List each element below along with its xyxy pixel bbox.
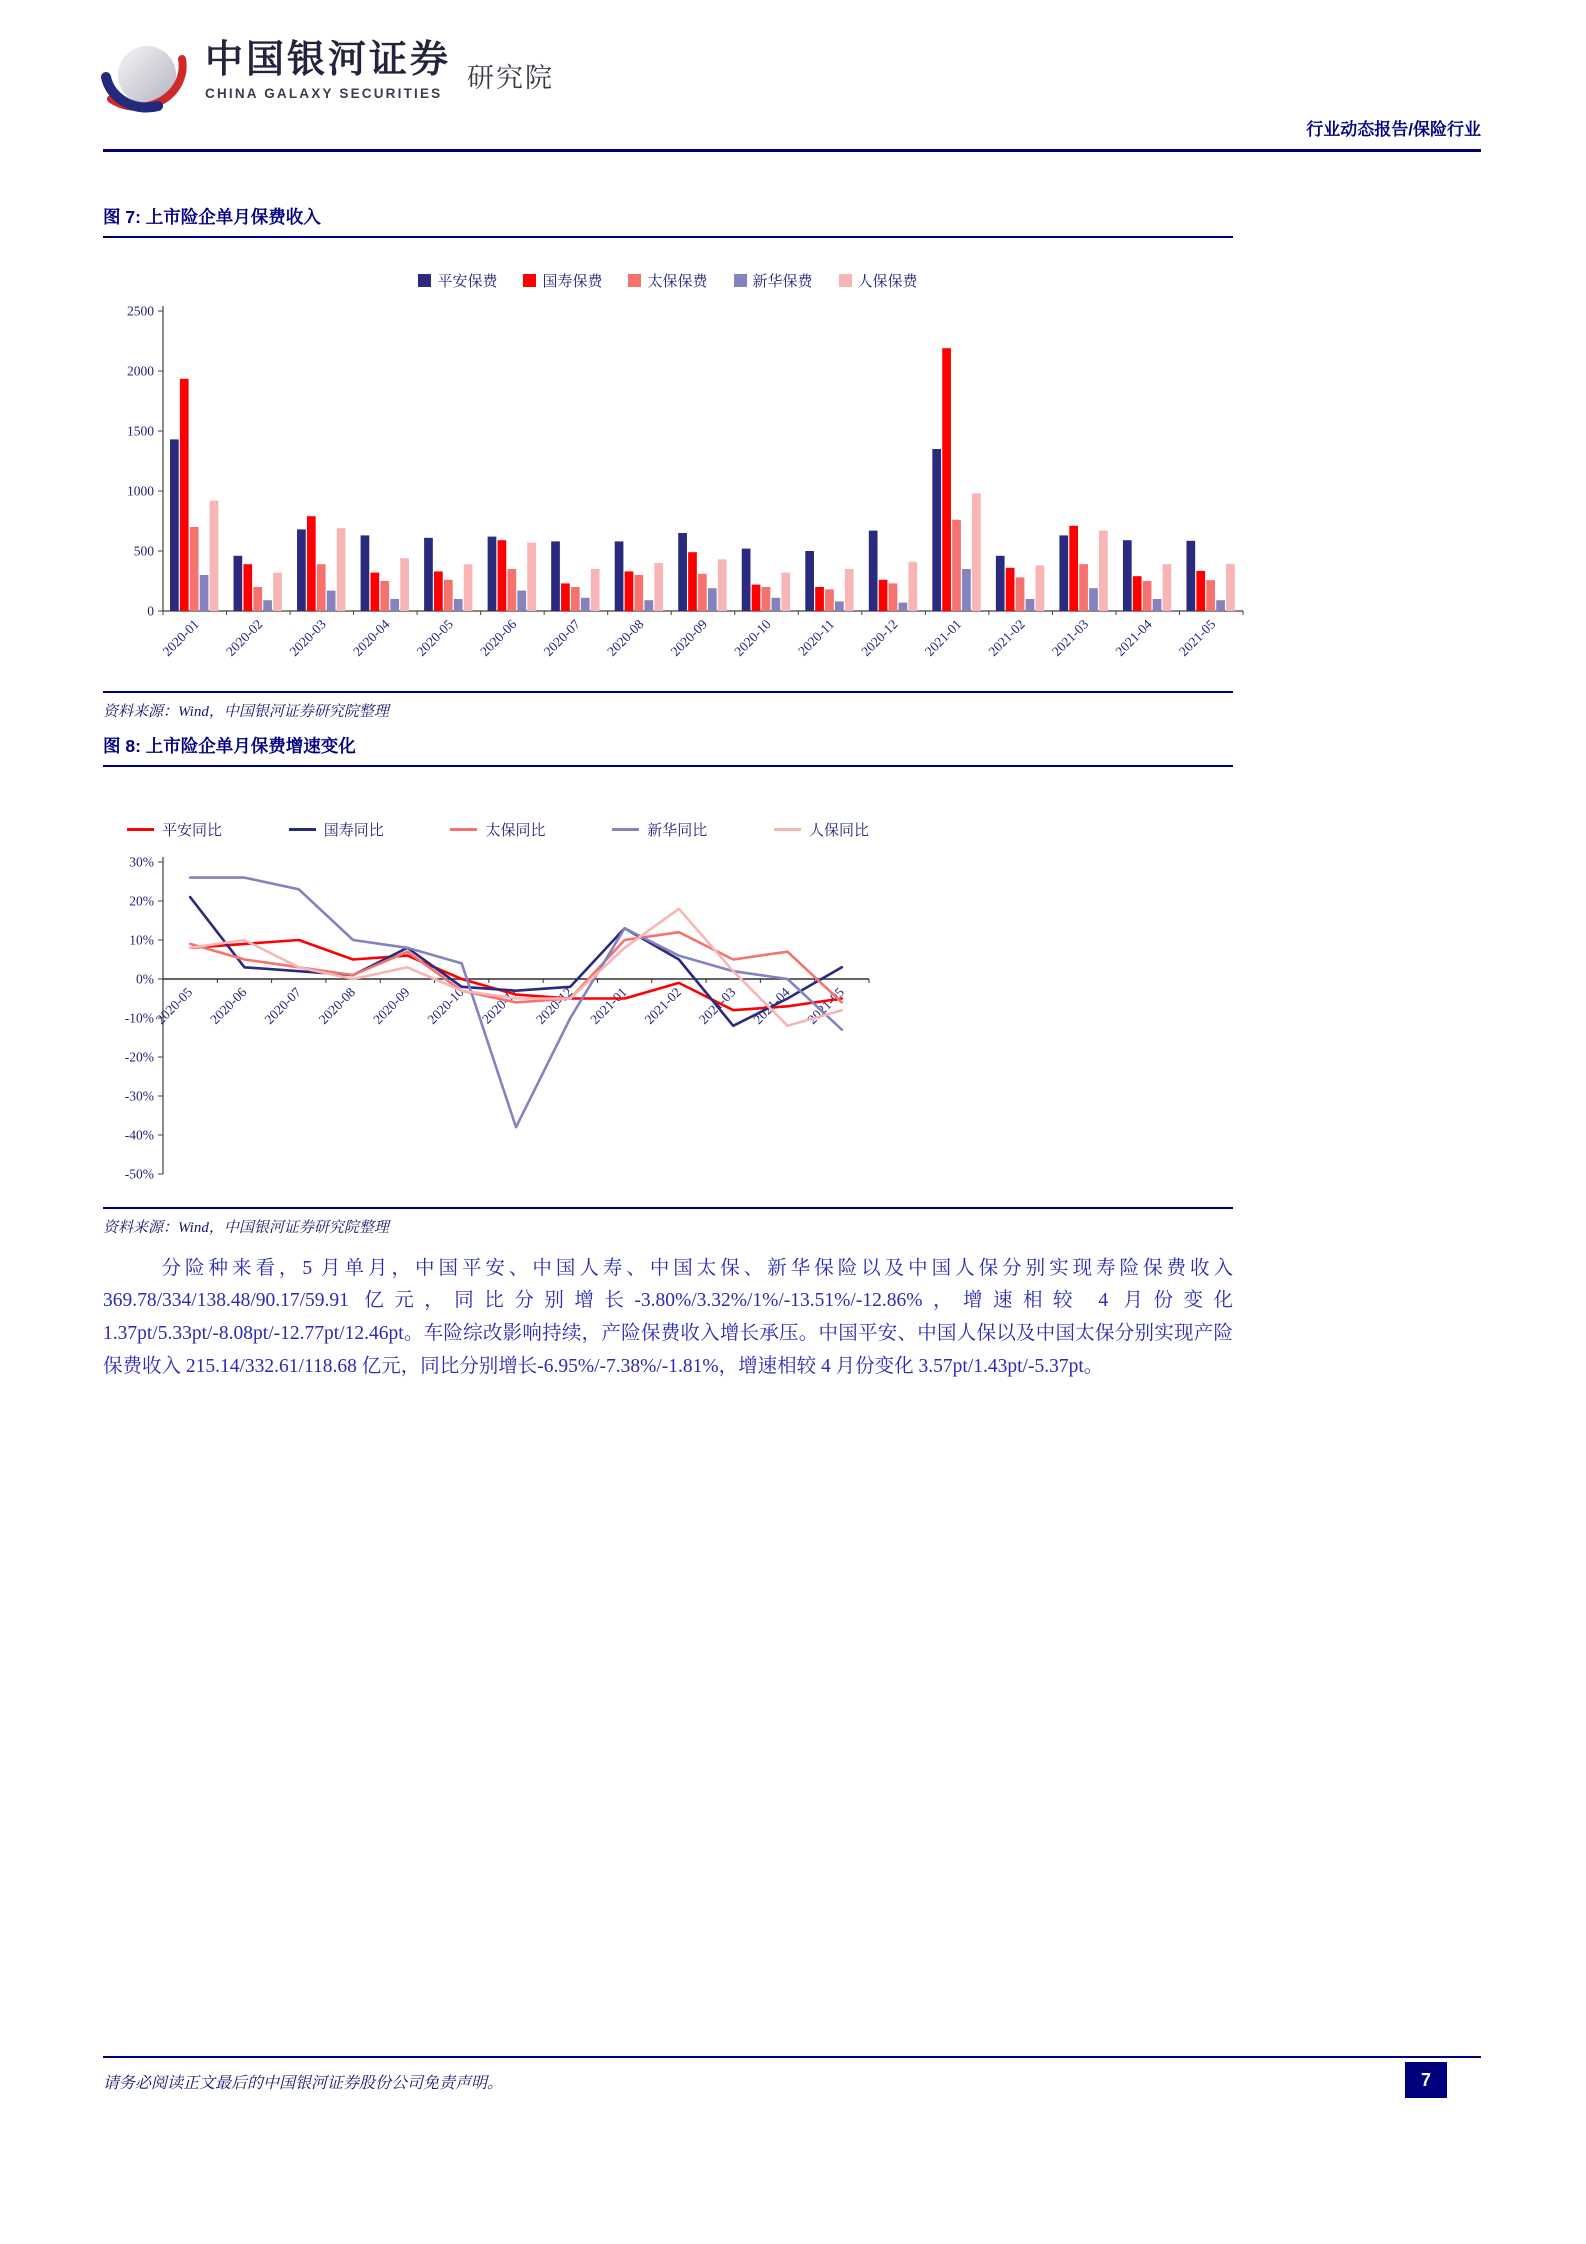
legend-square-icon: [628, 274, 641, 287]
svg-text:2021-01: 2021-01: [921, 616, 965, 660]
svg-text:2020-06: 2020-06: [477, 616, 520, 660]
svg-text:2020-10: 2020-10: [424, 984, 467, 1027]
legend-item: [450, 819, 545, 840]
svg-text:-20%: -20%: [124, 1049, 154, 1065]
legend-item: [523, 270, 602, 291]
legend-label: 新华同比: [647, 823, 708, 839]
svg-text:-30%: -30%: [124, 1088, 154, 1104]
figure8: [103, 735, 1233, 1237]
svg-text:2020-07: 2020-07: [261, 984, 304, 1027]
legend-label: 太保保费: [647, 274, 708, 291]
legend-item: [734, 270, 813, 291]
svg-text:2021-03: 2021-03: [695, 984, 739, 1027]
legend-item: [127, 819, 222, 840]
figure8-chart: [103, 846, 1233, 1203]
figure8-source: 资料来源：Wind，中国银河证券研究院整理: [103, 1219, 389, 1236]
legend-label: 太保同比: [485, 823, 546, 839]
svg-text:2020-09: 2020-09: [667, 616, 711, 660]
figure7-source-rule: [103, 691, 1233, 693]
svg-text:30%: 30%: [129, 854, 154, 870]
galaxy-logo-icon: [95, 30, 195, 130]
figure8-legend: [127, 819, 869, 840]
svg-text:2021-04: 2021-04: [750, 984, 793, 1027]
figure7-title-rule: [103, 236, 1233, 239]
svg-text:2020-07: 2020-07: [540, 616, 584, 660]
legend-label: 人保同比: [808, 823, 869, 839]
svg-text:-10%: -10%: [124, 1010, 154, 1026]
svg-text:2021-02: 2021-02: [985, 616, 1028, 660]
svg-text:2021-05: 2021-05: [804, 984, 847, 1027]
legend-item: [628, 270, 707, 291]
report-type-label: 行业动态报告/保险行业: [1306, 120, 1481, 139]
svg-text:-50%: -50%: [124, 1166, 154, 1182]
legend-item: [839, 270, 918, 291]
legend-square-icon: [418, 274, 431, 287]
legend-label: 国寿同比: [323, 823, 384, 839]
svg-text:1500: 1500: [127, 423, 154, 439]
svg-text:2021-01: 2021-01: [587, 984, 630, 1027]
svg-text:2020-05: 2020-05: [152, 984, 196, 1027]
legend-line-icon: [774, 828, 801, 831]
body-paragraph: 分险种来看，5 月单月，中国平安、中国人寿、中国太保、新华保险以及中国人保分别实现寿险保费收入 369.78/334/138.48/90.17/59.91 亿元，同比分别增长-3.80%/3.32%/1%/-13.51%/-12.86%，增速相较 4 月份变化 1.37pt/5.33pt/-8.08pt/-12.77pt/12.46pt。车险综改影响持续，产险保费收入增长承压。中国平安、中国人保以及中国太保分别实现产险保费收入 215.14/332.61/118.68 亿元，同比分别增长-6.95%/-7.38%/-1.81%，增速相较 4 月份变化 3.57pt/1.43pt/-5.37pt。: [103, 1257, 1233, 1377]
page-number-badge: 7: [1405, 2062, 1447, 2098]
figure7: [103, 206, 1233, 721]
brand-name-cn: 中国银河证券: [205, 39, 452, 81]
svg-text:2020-05: 2020-05: [413, 616, 457, 660]
page-footer: [103, 2056, 1481, 2093]
legend-line-icon: [450, 828, 477, 831]
figure7-source: 资料来源：Wind，中国银河证券研究院整理: [103, 703, 389, 720]
brand-institute: 研究院: [467, 63, 555, 93]
legend-line-icon: [127, 828, 154, 831]
figure8-source-rule: [103, 1207, 1233, 1209]
svg-text:2020-01: 2020-01: [159, 616, 202, 660]
legend-label: 平安同比: [162, 823, 223, 839]
svg-text:2000: 2000: [127, 363, 154, 379]
svg-text:2020-10: 2020-10: [731, 616, 774, 660]
svg-text:1000: 1000: [127, 483, 154, 499]
svg-text:2500: 2500: [127, 303, 154, 319]
svg-text:2020-03: 2020-03: [286, 616, 329, 660]
svg-text:2020-12: 2020-12: [533, 984, 576, 1027]
svg-text:2020-11: 2020-11: [795, 616, 838, 659]
premium-income-bar-chart: [103, 297, 1253, 682]
legend-item: [289, 819, 384, 840]
legend-item: [612, 819, 707, 840]
legend-label: 新华保费: [752, 274, 813, 291]
bar-series-国寿保费: [180, 348, 1205, 611]
svg-text:2020-08: 2020-08: [604, 616, 647, 660]
premium-growth-line-chart: [103, 846, 1253, 1198]
brand-names: [205, 40, 451, 101]
svg-text:0: 0: [147, 603, 154, 619]
figure7-legend: [103, 270, 1233, 291]
legend-item: [774, 819, 869, 840]
svg-text:20%: 20%: [129, 893, 154, 909]
legend-label: 平安保费: [437, 274, 498, 291]
svg-text:2020-06: 2020-06: [207, 984, 250, 1027]
page-header: [103, 0, 1481, 152]
svg-text:2020-09: 2020-09: [370, 984, 413, 1027]
brand-name-en: CHINA GALAXY SECURITIES: [205, 85, 443, 101]
svg-text:10%: 10%: [129, 932, 154, 948]
svg-text:2021-03: 2021-03: [1048, 616, 1092, 660]
legend-line-icon: [289, 828, 316, 831]
svg-text:2020-08: 2020-08: [315, 984, 359, 1027]
svg-text:2021-05: 2021-05: [1175, 616, 1219, 660]
figure8-title: 图 8: 上市险企单月保费增速变化: [103, 735, 356, 756]
legend-square-icon: [734, 274, 747, 287]
svg-text:2020-02: 2020-02: [222, 616, 266, 660]
legend-square-icon: [839, 274, 852, 287]
svg-text:2021-02: 2021-02: [641, 984, 685, 1027]
svg-text:-40%: -40%: [124, 1127, 154, 1143]
legend-square-icon: [523, 274, 536, 287]
brand-block: [95, 30, 554, 130]
legend-line-icon: [612, 828, 639, 831]
footer-disclaimer: 请务必阅读正文最后的中国银河证券股份公司免责声明。: [103, 2075, 504, 2092]
svg-text:0%: 0%: [136, 971, 154, 987]
footer-rule: [103, 2056, 1481, 2058]
svg-text:2020-11: 2020-11: [479, 984, 522, 1027]
figure7-title: 图 7: 上市险企单月保费收入: [103, 207, 321, 227]
svg-text:500: 500: [133, 543, 154, 559]
legend-label: 国寿保费: [542, 274, 603, 291]
figure8-title-rule: [103, 765, 1233, 768]
svg-text:2020-04: 2020-04: [350, 616, 393, 660]
legend-item: [418, 270, 497, 291]
figure7-chart: [103, 297, 1233, 687]
svg-text:2021-04: 2021-04: [1112, 616, 1155, 660]
legend-label: 人保保费: [857, 274, 918, 291]
header-rule: [103, 149, 1481, 152]
svg-text:2020-12: 2020-12: [858, 616, 901, 660]
